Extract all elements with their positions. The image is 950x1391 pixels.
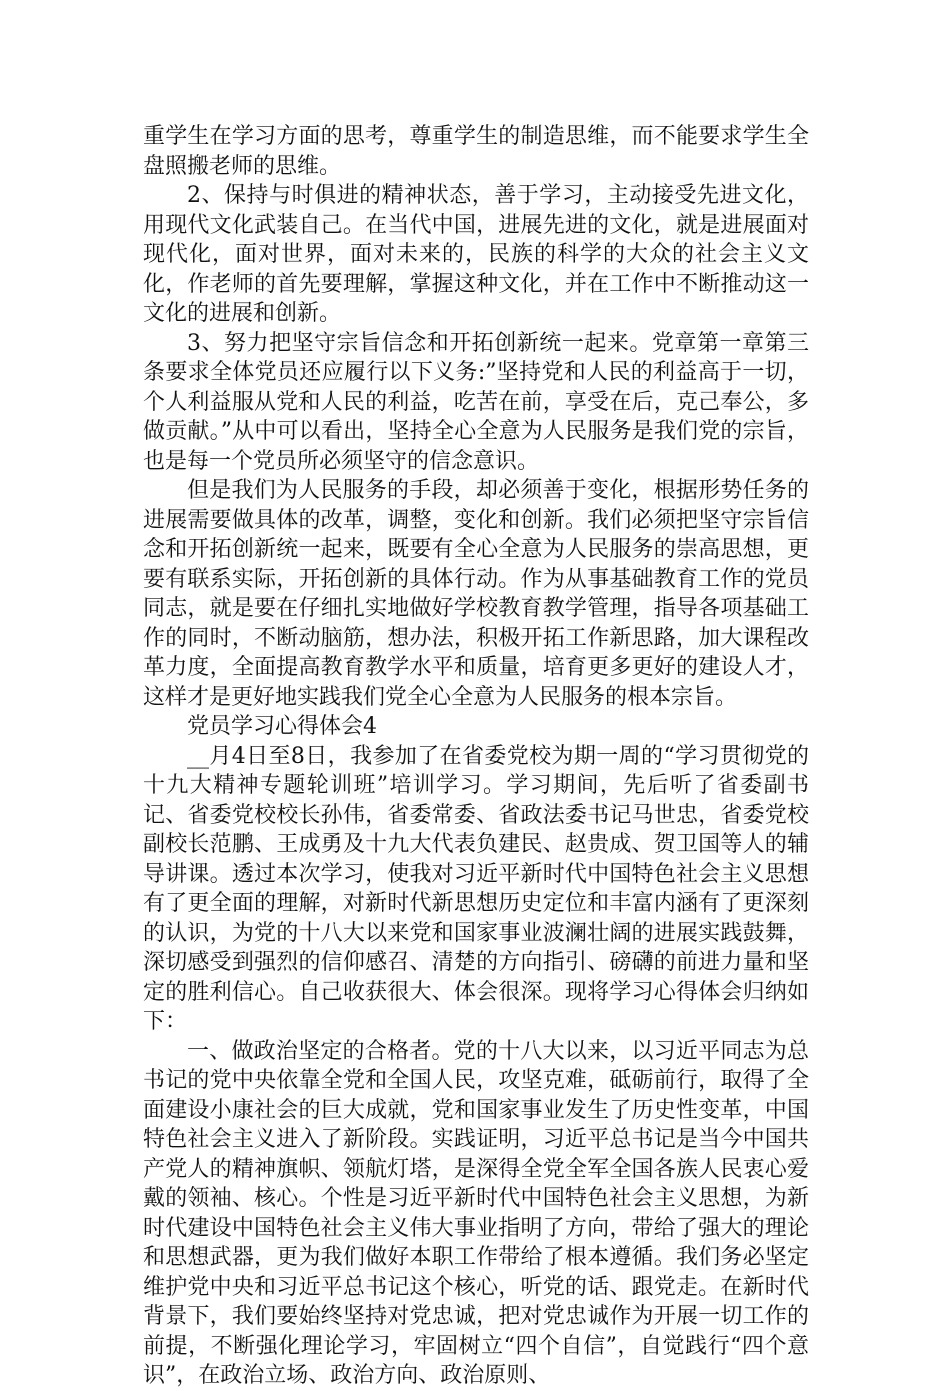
paragraph-continuation: 重学生在学习方面的思考，尊重学生的制造思维，而不能要求学生全盘照搬老师的思维。	[143, 124, 809, 179]
section-heading: 党员学习心得体会4	[187, 714, 377, 739]
paragraph-service-means: 但是我们为人民服务的手段，却必须善于变化，根据形势任务的进展需要做具体的改革，调整，变化和创新。我们必须把坚守宗旨信念和开拓创新统一起来，既要有全心全意为人民服务的崇高思想，更要有联系实际，开拓创新的具体行动。作为从事基础教育工作的党员同志，就是要在仔细扎实地做好学校教育教学管理，指导各项基础工作的同时，不断动脑筋，想办法，积极开拓工作新思路，加大课程改革力度，全面提高教育教学水平和质量，培育更多更好的建设人才，这样才是更好地实践我们党全心全意为人民服务的根本宗旨。	[143, 478, 809, 710]
paragraph-point-2: 2、保持与时俱进的精神状态，善于学习，主动接受先进文化，用现代文化武装自己。在当代中国，进展先进的文化，就是进展面对现代化，面对世界，面对未来的，民族的科学的大众的社会主义文化，作老师的首先要理解，掌握这种文化，并在工作中不断推动这一文化的进展和创新。	[143, 183, 809, 326]
paragraph-training-intro: __月4日至8日，我参加了在省委党校为期一周的“学习贯彻党的十九大精神专题轮训班”培训学习。学习期间，先后听了省委副书记、省委党校校长孙伟，省委常委、省政法委书记马世忠，省委党校副校长范鹏、王成勇及十九大代表负建民、赵贵成、贺卫国等人的辅导讲课。透过本次学习，使我对习近平新时代中国特色社会主义思想有了更全面的理解，对新时代新思想历史定位和丰富内涵有了更深刻的认识，为党的十八大以来党和国家事业波澜壮阔的进展实践鼓舞，深切感受到强烈的信仰感召、清楚的方向指引、磅礴的前进力量和坚定的胜利信心。自己收获很大、体会很深。现将学习心得体会归纳如下：	[143, 743, 809, 1034]
paragraph-point-3: 3、努力把坚守宗旨信念和开拓创新统一起来。党章第一章第三条要求全体党员还应履行以下义务:”坚持党和人民的利益高于一切，个人利益服从党和人民的利益，吃苦在前，享受在后，克己奉公，多做贡献。”从中可以看出，坚持全心全意为人民服务是我们党的宗旨，也是每一个党员所必须坚守的信念意识。	[143, 330, 809, 474]
document-body	[143, 122, 809, 1391]
paragraph-point-one: 一、做政治坚定的合格者。党的十八大以来，以习近平同志为总书记的党中央依靠全党和全国人民，攻坚克难，砥砺前行，取得了全面建设小康社会的巨大成就，党和国家事业发生了历史性变革，中国特色社会主义进入了新阶段。实践证明，习近平总书记是当今中国共产党人的精神旗帜、领航灯塔，是深得全党全军全国各族人民衷心爱戴的领袖、核心。个性是习近平新时代中国特色社会主义思想，为新时代建设中国特色社会主义伟大事业指明了方向，带给了强大的理论和思想武器，更为我们做好本职工作带给了根本遵循。我们务必坚定维护党中央和习近平总书记这个核心，听党的话、跟党走。在新时代背景下，我们要始终坚持对党忠诚，把对党忠诚作为开展一切工作的前提，不断强化理论学习，牢固树立“四个自信”，自觉践行“四个意识”，在政治立场、政治方向、政治原则、	[143, 1038, 809, 1388]
